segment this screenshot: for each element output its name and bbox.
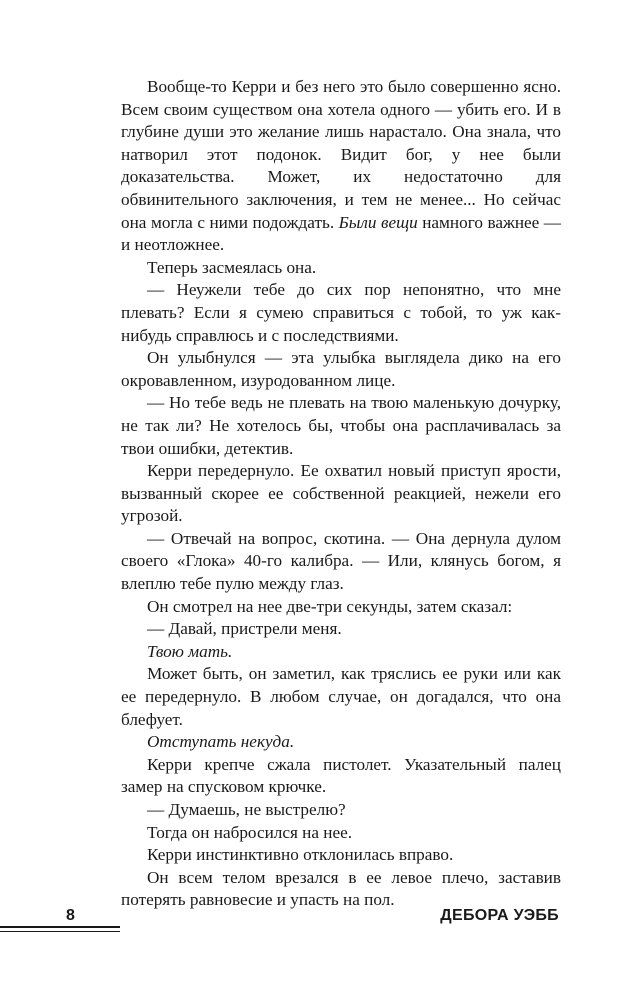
- body-text: [121, 76, 561, 912]
- italic-paragraph: Отступать некуда.: [147, 732, 295, 752]
- running-head-author: ДЕБОРА УЭББ: [440, 907, 559, 924]
- paragraph: Может быть, он заметил, как тряслись ее руки или как ее передернуло. В любом случае, он догадался, что она блефует.: [121, 664, 561, 729]
- paragraph: Керри крепче сжала пистолет. Указательный палец замер на спусковом крючке.: [121, 754, 561, 797]
- paragraph: Он смотрел на нее две-три секунды, затем сказал:: [147, 596, 513, 616]
- paragraph: — Неужели тебе до сих пор непонятно, что мне плевать? Если я сумею справиться с тобой, то уж как-нибудь справлюсь и с последствиями.: [121, 280, 561, 345]
- paragraph: Керри передернуло. Ее охватил новый приступ ярости, вызванный скорее ее собственной реакцией, нежели его угрозой.: [121, 461, 561, 526]
- italic-paragraph: Твою мать.: [147, 641, 233, 661]
- paragraph: Он всем телом врезался в ее левое плечо, заставив потерять равновесие и упасть на пол.: [121, 867, 561, 910]
- italic-phrase: Были вещи: [338, 212, 418, 232]
- paragraph-text: Вообще-то Керри и без него это было совершенно ясно. Всем своим существом она хотела одного — убить его. И в глубине души это желание лишь нарастало. Она знала, что натворил этот подонок. Видит бог, у нее были доказательства. Может, их недостаточно для обвинительного заключения, и тем не менее... Но сейчас она могла с ними подождать.: [121, 77, 561, 232]
- paragraph: — Давай, пристрели меня.: [147, 619, 342, 639]
- footer-rule-thin: [0, 931, 120, 932]
- paragraph: Керри инстинктивно отклонилась вправо.: [147, 845, 454, 865]
- paragraph: — Думаешь, не выстрелю?: [147, 800, 346, 819]
- paragraph: Он улыбнулся — эта улыбка выглядела дико на его окровавленном, изуродованном лице.: [121, 348, 561, 390]
- paragraph: — Отвечай на вопрос, скотина. — Она дернула дулом своего «Глока» 40-го калибра. — Или, клянусь богом, я влеплю тебе пулю между глаз.: [121, 528, 561, 594]
- paragraph: Теперь засмеялась она.: [147, 257, 317, 277]
- footer-rule: [0, 926, 120, 928]
- paragraph: — Но тебе ведь не плевать на твою маленькую дочурку, не так ли? Не хотелось бы, чтобы она расплачивалась за твои ошибки, детектив.: [121, 393, 561, 458]
- paragraph: [121, 76, 561, 257]
- paragraph: Тогда он набросился на нее.: [147, 822, 353, 842]
- page-number: 8: [66, 907, 75, 924]
- paragraph-text: намного важнее — и неотложнее.: [121, 212, 561, 255]
